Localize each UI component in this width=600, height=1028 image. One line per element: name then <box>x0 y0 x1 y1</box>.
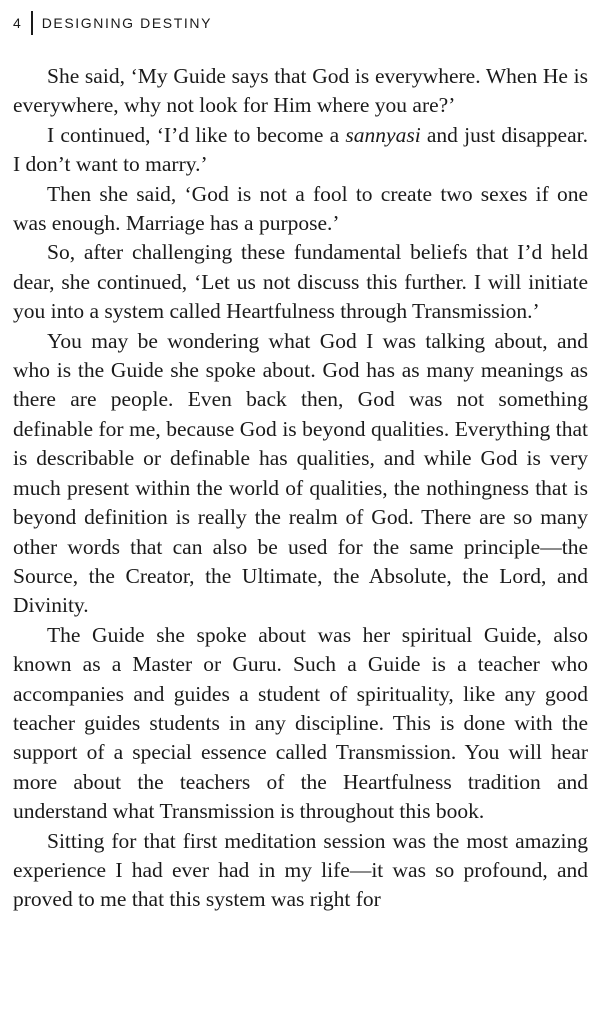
paragraph-3: Then she said, ‘God is not a fool to create two sexes if one was enough. Marriage has a purpose.’ <box>13 181 588 236</box>
paragraph-7: Sitting for that first meditation session was the most amazing experience I had ever had in my life—it was so profound, and proved to me that this system was right for <box>13 828 588 912</box>
page-number: 4 <box>13 15 23 31</box>
emphasis-sannyasi: sannyasi <box>345 122 421 147</box>
paragraph-2-tail: and just disappear. I don’t want to marry.’ <box>13 122 588 177</box>
running-header <box>13 10 212 36</box>
paragraph-1: She said, ‘My Guide says that God is everywhere. When He is everywhere, why not look for Him where you are?’ <box>13 64 588 118</box>
paragraph-6: The Guide she spoke about was her spiritual Guide, also known as a Master or Guru. Such a Guide is a teacher who accompanies and guides a student of spirituality, like any good teacher guides students in any discipline. This is done with the support of a special essence called Transmission. You will hear more about the teachers of the Heartfulness tradition and understand what Transmission is throughout this book. <box>13 622 588 824</box>
paragraph-4: So, after challenging these fundamental beliefs that I’d held dear, she continued, ‘Let us not discuss this further. I will initiate you into a system called Heartfulness through Transmission.’ <box>13 240 588 324</box>
paragraph-2-lead: I continued, ‘I’d like to become a <box>47 122 346 147</box>
body-text <box>13 62 588 915</box>
book-title: DESIGNING DESTINY <box>41 15 213 31</box>
paragraph-5: You may be wondering what God I was talking about, and who is the Guide she spoke about. God has as many meanings as there are people. Even back then, God was not something definable for me, because God is beyond qualities. Everything that is describable or definable has qualities, and while God is very much present within the world of qualities, the nothingness that is beyond definition is really the realm of God. There are so many other words that can also be used for the same principle—the Source, the Creator, the Ultimate, the Absolute, the Lord, and Divinity. <box>13 328 588 618</box>
paragraph-2 <box>13 121 588 180</box>
